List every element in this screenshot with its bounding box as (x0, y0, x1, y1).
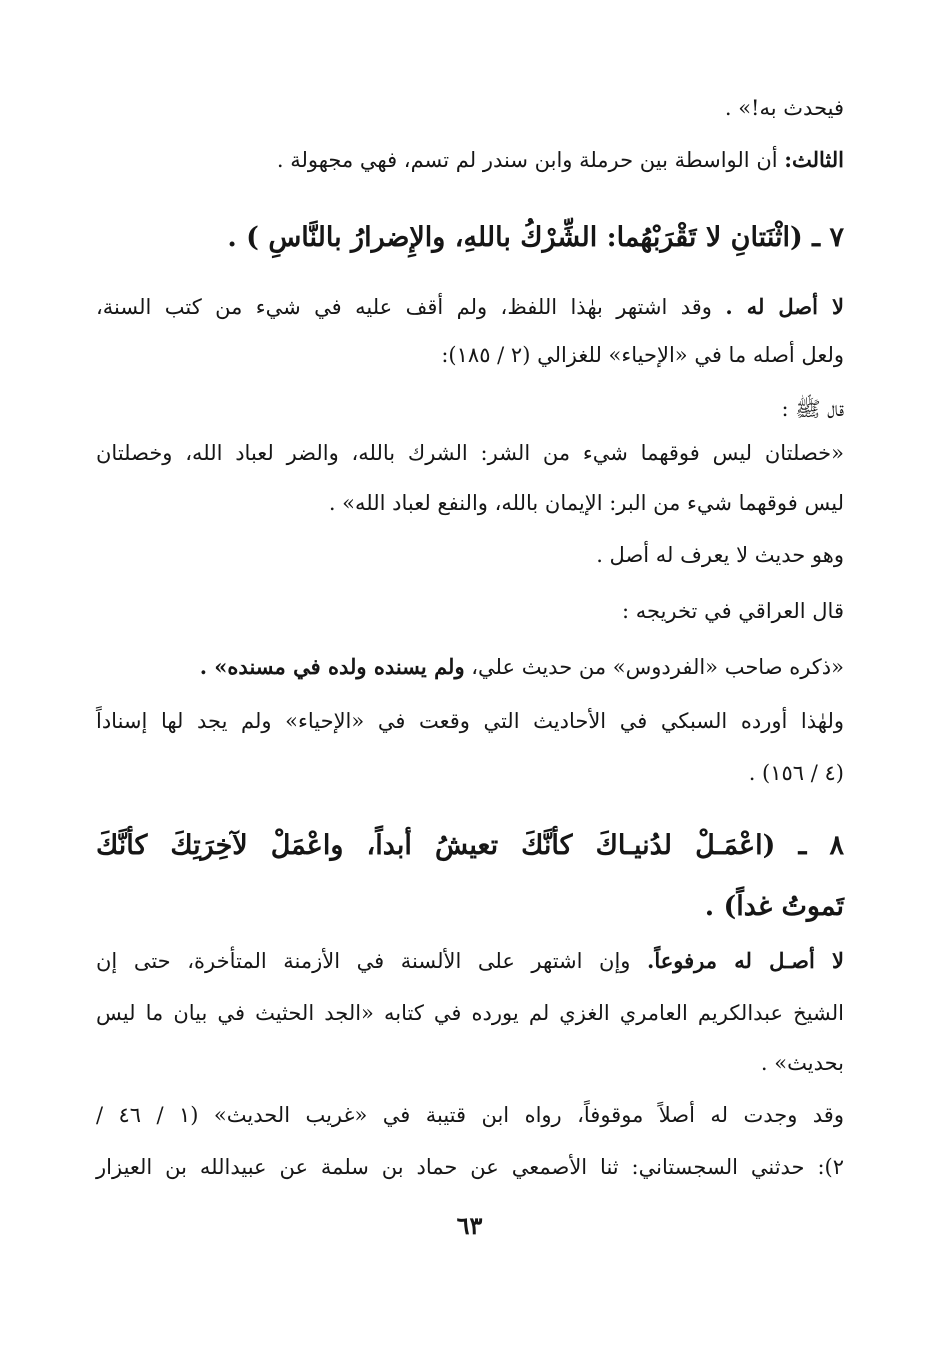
hadith-7-line-2: ولعل أصله ما في «الإحياء» للغزالي (٢ / ١٨٥): (441, 343, 844, 367)
continuation-line: فيحدث به!» . (724, 96, 844, 120)
hadith-8-title-line-2: تَموتُ غداً) . (704, 891, 844, 922)
hadith-7-line-1 (96, 292, 844, 322)
hadith-8-line-1-text: وإن اشتهر على الألسنة في الأزمنة المتأخرة، حتى إن (96, 949, 648, 973)
firdaws-quote-a: «ذكره صاحب «الفردوس» من حديث علي، (464, 655, 844, 679)
firdaws-quote (200, 652, 844, 682)
third-text: أن الواسطة بين حرملة وابن سندر لم تسم، فهي مجهولة . (276, 148, 785, 172)
hadith-7-line-1-text: وقد اشتهر بهٰذا اللفظ، ولم أقف عليه في شيء من كتب السنة، (96, 295, 726, 319)
no-origin-statement: وهو حديث لا يعرف له أصل . (596, 543, 844, 567)
mawquf-line-2: ٢): حدثني السجستاني: ثنا الأصمعي عن حماد بن سلمة عن عبيدالله بن العيزار (96, 1155, 844, 1179)
third-point-line (277, 145, 844, 175)
hadith-8-ruling: لا أصـل له مرفوعاً. (647, 948, 844, 973)
quote-line-1: «خصلتان ليس فوقهما شيء من الشر: الشرك بالله، والضر لعباد الله، وخصلتان (96, 441, 844, 465)
mawquf-line-1: وقد وجدت له أصلاً موقوفاً، رواه ابن قتيبة في «غريب الحديث» (١ / ٤٦ / (96, 1103, 844, 1127)
hadith-8-line-1 (96, 946, 844, 976)
hadith-7-ruling: لا أصل له . (725, 294, 845, 319)
quote-line-2: ليس فوقهما شيء من البر: الإيمان بالله، والنفع لعباد الله» . (328, 491, 844, 515)
hadith-8-title-line-1: ٨ ـ (اعْمَـلْ لدُنيـاكَ كأنَّكَ تعيشُ أبداً، واعْمَلْ لآخِرَتِكَ كأنَّكَ (96, 830, 844, 861)
prophet-said: قال ﷺ : (781, 397, 844, 421)
firdaws-quote-b: ولم يسنده ولده في مسنده» . (199, 654, 465, 679)
third-label: الثالث: (784, 147, 844, 172)
iraqi-takhrij: قال العراقي في تخريجه : (622, 599, 844, 623)
page-number: ٦٣ (456, 1211, 483, 1240)
hadith-7-title: ٧ ـ (اثْنَتانِ لا تَقْرَبْهُما: الشِّرْكُ باللهِ، والإِضرارُ بالنَّاسِ ) . (227, 222, 844, 253)
subki-line-2: (٤ / ١٥٦) . (748, 761, 844, 785)
hadith-8-line-3: بحديث» . (760, 1051, 844, 1075)
hadith-8-line-2: الشيخ عبدالكريم العامري الغزي لم يورده في كتابه «الجد الحثيث في بيان ما ليس (96, 1001, 844, 1025)
subki-line-1: ولهٰذا أورده السبكي في الأحاديث التي وقعت في «الإحياء» ولم يجد لها إسناداً (96, 709, 844, 733)
